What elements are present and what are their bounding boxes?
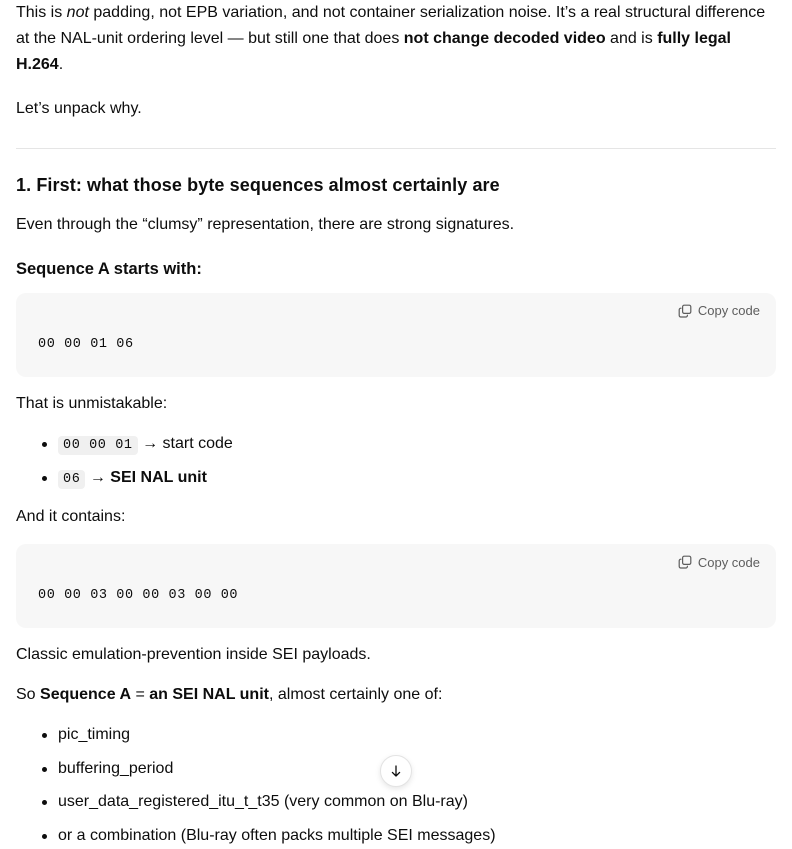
section-1-heading: 1. First: what those byte sequences almost certainly are [16,174,500,195]
section-1-lead: Even through the “clumsy” representation, there are strong signatures. [16,215,515,233]
bullet-label-start-code: start code [162,434,233,452]
list-item: user_data_registered_itu_t_t35 (very common on Blu-ray) [42,789,776,815]
sequence-a-subheading: Sequence A starts with: [16,259,202,278]
list-item [42,431,776,457]
inline-code-sei: 06 [58,470,85,489]
unmistakable-paragraph: That is unmistakable: [16,395,168,413]
code-block-a-content: 00 00 01 06 [38,336,134,352]
intro-paragraph [16,0,776,78]
copy-code-button[interactable] [676,553,762,572]
intro-text-1: This is [16,4,67,21]
code-block-sequence-b [16,544,776,628]
signature-bullet-list [16,431,776,490]
copy-icon [678,555,692,569]
inline-code-start-code: 00 00 01 [58,436,138,455]
scroll-to-bottom-button[interactable] [380,755,412,787]
code-block-b-content: 00 00 03 00 00 03 00 00 [38,588,239,604]
code-block-sequence-a [16,293,776,377]
conclusion-paragraph [16,682,776,708]
unpack-paragraph: Let’s unpack why. [16,99,142,117]
intro-emphasis-not: not [66,4,89,21]
copy-code-label: Copy code [697,303,760,319]
and-it-contains-paragraph: And it contains: [16,508,126,526]
intro-strong-no-change: not change decoded video [403,29,606,47]
intro-text-3: and is [605,29,658,47]
emulation-prevention-paragraph: Classic emulation-prevention inside SEI payloads. [16,646,371,664]
conclusion-suffix: , almost certainly one of: [268,686,443,704]
bullet-arrow: → [137,434,163,452]
conclusion-sequence-a: Sequence A [40,686,132,704]
conclusion-equals: = [131,686,150,704]
intro-text-4: . [58,55,64,73]
conclusion-prefix: So [16,686,41,704]
list-item: pic_timing [42,722,776,748]
list-item: buffering_period [42,756,776,782]
copy-code-button[interactable] [676,301,762,320]
code-block-b-header [16,544,776,580]
copy-icon [678,304,692,318]
intro-strong-legal: fully legal H.264 [16,29,731,73]
section-divider [16,148,776,149]
bullet-label-sei-nal-unit: SEI NAL unit [110,468,207,486]
conclusion-sei-nal-unit: an SEI NAL unit [149,686,269,704]
intro-text-2: padding, not EPB variation, and not container serialization noise. It’s a real structural difference at the NAL-unit ordering level — but still one that does [16,4,766,47]
code-block-a-header [16,293,776,329]
list-item [42,465,776,491]
list-item: or a combination (Blu-ray often packs multiple SEI messages) [42,823,776,849]
copy-code-label: Copy code [697,554,760,570]
bullet-arrow: → [85,468,111,486]
